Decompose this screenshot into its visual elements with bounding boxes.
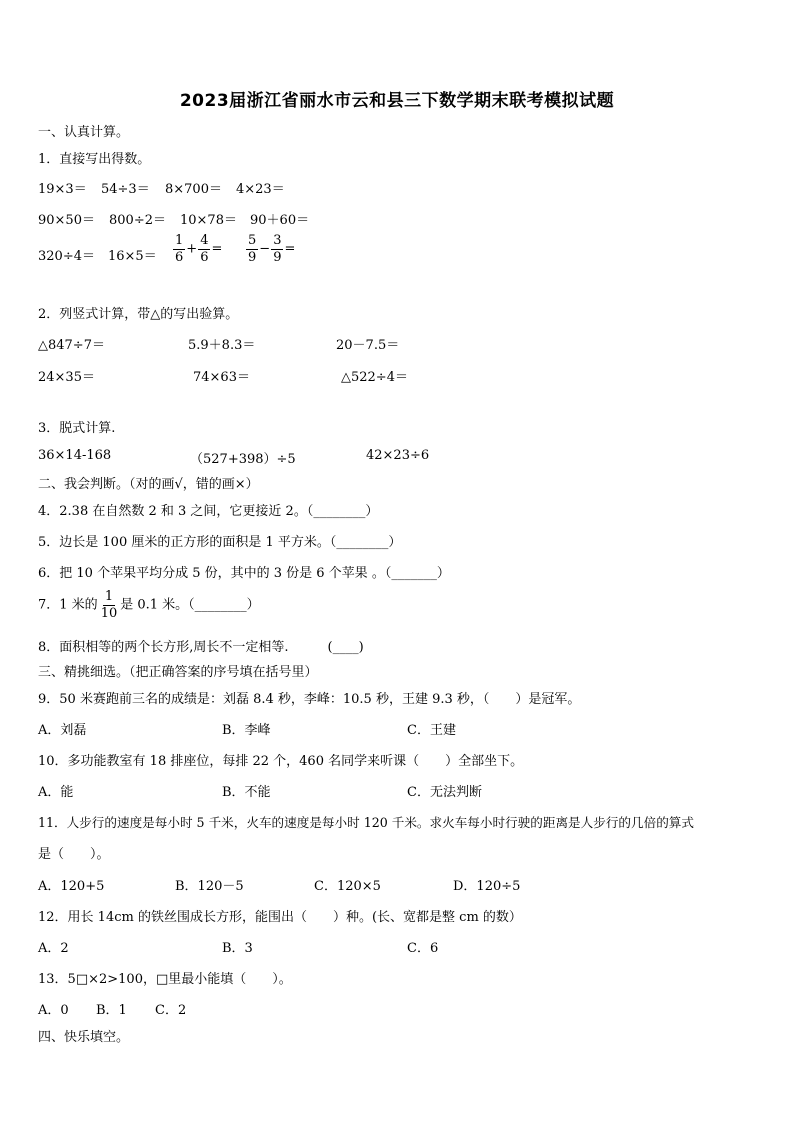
fraction: $\frac{1}{10}$ [100, 589, 118, 621]
option: B．120－5 [175, 879, 244, 894]
option: B．不能 [222, 785, 271, 800]
question-13: 13．5□×2>100，□里最小能填（ ）。 [38, 972, 292, 987]
q2-label: 2．列竖式计算，带△的写出验算。 [38, 307, 239, 322]
option: C．无法判断 [407, 785, 482, 800]
q2-item: 20－7.5＝ [336, 338, 400, 353]
q1-fraction-expression-2: $\frac{5}{9}$ − $\frac{3}{9}$ = [248, 233, 296, 265]
question-4: 4．2.38 在自然数 2 和 3 之间，它更接近 2。（________） [38, 504, 379, 519]
question-5: 5．边长是 100 厘米的正方形的面积是 1 平方米。（________） [38, 535, 402, 550]
q1-row2-item: 800÷2＝ [109, 213, 166, 228]
q2-item: 24×35＝ [38, 370, 95, 385]
q1-row3-item: 16×5＝ [108, 249, 157, 264]
option: C．120×5 [314, 879, 381, 894]
q2-item: 5.9＋8.3＝ [188, 338, 256, 353]
question-9: 9．50 米赛跑前三名的成绩是：刘磊 8.4 秒，李峰：10.5 秒，王建 9.3 秒，（ ）是冠军。 [38, 692, 581, 707]
fraction: $\frac{1}{6}$ [175, 233, 184, 265]
q2-item: △522÷4＝ [341, 370, 408, 385]
q1-row1-item: 19×3＝ [38, 182, 87, 197]
section-3-heading: 三、精挑细选。（把正确答案的序号填在括号里） [38, 665, 318, 680]
q2-item: 74×63＝ [193, 370, 250, 385]
q1-label: 1．直接写出得数。 [38, 152, 151, 167]
option: B．1 [96, 1003, 127, 1018]
option: C．2 [155, 1003, 187, 1018]
q1-row3-item: 320÷4＝ [38, 249, 95, 264]
option: C．王建 [407, 723, 456, 738]
question-8: 8．面积相等的两个长方形,周长不一定相等. (____) [38, 640, 364, 655]
q1-row1-item: 54÷3＝ [101, 182, 150, 197]
q3-item: （527+398）÷5 [190, 452, 296, 467]
q3-label: 3．脱式计算. [38, 421, 116, 436]
q1-row1-item: 8×700＝ [165, 182, 222, 197]
page-title: 2023届浙江省丽水市云和县三下数学期末联考模拟试题 [179, 91, 615, 111]
q1-row2-item: 90＋60＝ [250, 213, 310, 228]
option: A．能 [38, 785, 74, 800]
q1-row1-item: 4×23＝ [236, 182, 285, 197]
option: A．2 [38, 941, 69, 956]
question-11-continued: 是（ ）。 [38, 847, 110, 862]
q1-row2-item: 90×50＝ [38, 213, 95, 228]
question-12: 12．用长 14cm 的铁丝围成长方形，能围出（ ）种。(长、宽都是整 cm 的数） [38, 910, 522, 925]
section-1-heading: 一、认真计算。 [38, 125, 130, 140]
section-2-heading: 二、我会判断。（对的画√，错的画×） [38, 477, 259, 492]
option: A．刘磊 [38, 723, 87, 738]
fraction: $\frac{5}{9}$ [248, 233, 257, 265]
question-11: 11．人步行的速度是每小时 5 千米，火车的速度是每小时 120 千米。求火车每小时行驶的距离是人步行的几倍的算式 [38, 815, 694, 830]
question-7: 7．1 米的 $\frac{1}{10}$ 是 0.1 米。（________） [38, 589, 260, 621]
option: C．6 [407, 941, 439, 956]
question-10: 10．多功能教室有 18 排座位，每排 22 个，460 名同学来听课（ ）全部坐下。 [38, 754, 524, 769]
q1-fraction-expression-1: $\frac{1}{6}$ + $\frac{4}{6}$ = [175, 233, 223, 265]
q1-row2-item: 10×78＝ [180, 213, 237, 228]
q3-item: 42×23÷6 [366, 448, 430, 463]
option: B．3 [222, 941, 253, 956]
option: A．0 [38, 1003, 69, 1018]
option: D．120÷5 [453, 879, 521, 894]
question-6: 6．把 10 个苹果平均分成 5 份，其中的 3 份是 6 个苹果 。（_______） [38, 566, 450, 581]
option: B．李峰 [222, 723, 271, 738]
fraction: $\frac{3}{9}$ [273, 233, 282, 265]
option: A．120+5 [38, 879, 105, 894]
fraction: $\frac{4}{6}$ [200, 233, 209, 265]
q2-item: △847÷7＝ [38, 338, 105, 353]
section-4-heading: 四、快乐填空。 [38, 1030, 130, 1045]
q3-item: 36×14-168 [38, 448, 112, 463]
